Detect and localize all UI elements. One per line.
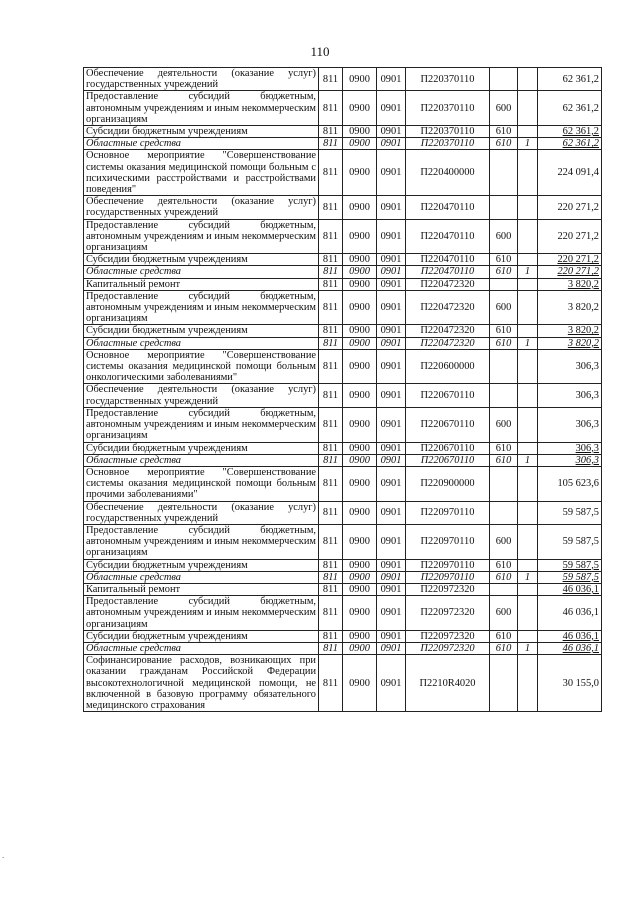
target-article-cell: П220370110 [406,91,490,126]
funding-source-cell [518,150,538,196]
page-number: 110 [310,44,330,59]
row-name-cell: Софинансирование расходов, возникающих при оказании гражданам Российской Федерации высокотехнологичной медицинской помощи, не включенной в базовую программу обязательного медицинского страхования [84,655,319,712]
table-row [84,138,602,150]
subsection-code-cell: 0901 [377,583,406,595]
funding-source-cell [518,384,538,407]
funding-source-cell [518,325,538,337]
target-article-cell: П220900000 [406,466,490,501]
subsection-code-cell: 0901 [377,596,406,631]
target-article-cell: П220370110 [406,68,490,91]
funding-source-cell [518,466,538,501]
ministry-code-cell: 811 [319,325,343,337]
section-code-cell: 0900 [343,642,377,654]
row-name-cell: Областные средства [84,138,319,150]
subsection-code-cell: 0901 [377,290,406,325]
funding-source-cell [518,630,538,642]
target-article-cell: П220472320 [406,337,490,349]
row-name-cell: Субсидии бюджетным учреждениям [84,254,319,266]
expense-type-cell: 600 [490,596,518,631]
expense-type-cell [490,384,518,407]
subsection-code-cell: 0901 [377,349,406,384]
amount-cell: 220 271,2 [538,196,602,219]
target-article-cell: П220670110 [406,454,490,466]
ministry-code-cell: 811 [319,278,343,290]
row-name-cell: Капитальный ремонт [84,583,319,595]
amount-cell: 59 587,5 [538,524,602,559]
row-name-cell: Субсидии бюджетным учреждениям [84,559,319,571]
target-article-cell: П220972320 [406,596,490,631]
table-row [84,290,602,325]
funding-source-cell: 1 [518,454,538,466]
expense-type-cell: 610 [490,126,518,138]
ministry-code-cell: 811 [319,655,343,712]
row-name-cell: Областные средства [84,571,319,583]
amount-cell: 220 271,2 [538,266,602,278]
row-name-cell: Субсидии бюджетным учреждениям [84,325,319,337]
ministry-code-cell: 811 [319,150,343,196]
expense-type-cell [490,278,518,290]
ministry-code-cell: 811 [319,596,343,631]
row-name-cell: Основное мероприятие "Совершенствование системы оказания медицинской помощи больным с психическими расстройствами и расстройствами поведения" [84,150,319,196]
target-article-cell: П220972320 [406,630,490,642]
amount-cell: 224 091,4 [538,150,602,196]
subsection-code-cell: 0901 [377,325,406,337]
amount-cell: 46 036,1 [538,583,602,595]
ministry-code-cell: 811 [319,349,343,384]
table-row [84,68,602,91]
expense-type-cell: 610 [490,442,518,454]
ministry-code-cell: 811 [319,524,343,559]
section-code-cell: 0900 [343,442,377,454]
expense-type-cell: 600 [490,219,518,254]
row-name-cell: Областные средства [84,266,319,278]
ministry-code-cell: 811 [319,583,343,595]
row-name-cell: Обеспечение деятельности (оказание услуг) государственных учреждений [84,196,319,219]
subsection-code-cell: 0901 [377,196,406,219]
expense-type-cell: 600 [490,407,518,442]
amount-cell: 306,3 [538,454,602,466]
amount-cell: 46 036,1 [538,596,602,631]
amount-cell: 220 271,2 [538,219,602,254]
expense-type-cell: 610 [490,630,518,642]
funding-source-cell [518,583,538,595]
row-name-cell: Обеспечение деятельности (оказание услуг) государственных учреждений [84,384,319,407]
table-row [84,559,602,571]
expense-type-cell: 610 [490,559,518,571]
section-code-cell: 0900 [343,337,377,349]
funding-source-cell [518,219,538,254]
subsection-code-cell: 0901 [377,524,406,559]
row-name-cell: Основное мероприятие "Совершенствование системы оказания медицинской помощи больным онкологическими заболеваниями" [84,349,319,384]
table-row [84,126,602,138]
target-article-cell: П220972320 [406,583,490,595]
subsection-code-cell: 0901 [377,571,406,583]
expense-type-cell: 600 [490,524,518,559]
subsection-code-cell: 0901 [377,642,406,654]
expense-type-cell: 610 [490,337,518,349]
amount-cell: 62 361,2 [538,126,602,138]
expense-type-cell: 610 [490,138,518,150]
subsection-code-cell: 0901 [377,91,406,126]
funding-source-cell [518,596,538,631]
section-code-cell: 0900 [343,138,377,150]
amount-cell: 3 820,2 [538,278,602,290]
ministry-code-cell: 811 [319,384,343,407]
section-code-cell: 0900 [343,68,377,91]
funding-source-cell: 1 [518,266,538,278]
row-name-cell: Областные средства [84,642,319,654]
section-code-cell: 0900 [343,278,377,290]
budget-table [83,67,602,712]
subsection-code-cell: 0901 [377,337,406,349]
target-article-cell: П220472320 [406,290,490,325]
subsection-code-cell: 0901 [377,150,406,196]
subsection-code-cell: 0901 [377,219,406,254]
amount-cell: 306,3 [538,384,602,407]
section-code-cell: 0900 [343,219,377,254]
expense-type-cell [490,150,518,196]
table-row [84,91,602,126]
expense-type-cell: 610 [490,642,518,654]
section-code-cell: 0900 [343,290,377,325]
table-row [84,150,602,196]
ministry-code-cell: 811 [319,630,343,642]
section-code-cell: 0900 [343,266,377,278]
table-row [84,325,602,337]
funding-source-cell [518,501,538,524]
section-code-cell: 0900 [343,583,377,595]
table-row [84,466,602,501]
section-code-cell: 0900 [343,384,377,407]
subsection-code-cell: 0901 [377,384,406,407]
funding-source-cell [518,254,538,266]
target-article-cell: П220470110 [406,196,490,219]
ministry-code-cell: 811 [319,466,343,501]
table-row [84,442,602,454]
section-code-cell: 0900 [343,596,377,631]
subsection-code-cell: 0901 [377,454,406,466]
amount-cell: 306,3 [538,349,602,384]
section-code-cell: 0900 [343,501,377,524]
section-code-cell: 0900 [343,196,377,219]
funding-source-cell [518,126,538,138]
expense-type-cell [490,583,518,595]
target-article-cell: П220472320 [406,278,490,290]
row-name-cell: Основное мероприятие "Совершенствование системы оказания медицинской помощи больным прочими заболеваниями" [84,466,319,501]
expense-type-cell [490,349,518,384]
target-article-cell: П220970110 [406,571,490,583]
table-body [84,68,602,712]
row-name-cell: Обеспечение деятельности (оказание услуг) государственных учреждений [84,501,319,524]
row-name-cell: Предоставление субсидий бюджетным, автономным учреждениям и иным некоммерческим организациям [84,91,319,126]
target-article-cell: П220470110 [406,266,490,278]
subsection-code-cell: 0901 [377,466,406,501]
row-name-cell: Предоставление субсидий бюджетным, автономным учреждениям и иным некоммерческим организациям [84,290,319,325]
funding-source-cell: 1 [518,138,538,150]
subsection-code-cell: 0901 [377,442,406,454]
table-row [84,196,602,219]
table-row [84,571,602,583]
ministry-code-cell: 811 [319,454,343,466]
section-code-cell: 0900 [343,150,377,196]
amount-cell: 306,3 [538,442,602,454]
amount-cell: 3 820,2 [538,290,602,325]
section-code-cell: 0900 [343,466,377,501]
table-row [84,349,602,384]
amount-cell: 46 036,1 [538,630,602,642]
target-article-cell: П220600000 [406,349,490,384]
funding-source-cell [518,524,538,559]
amount-cell: 30 155,0 [538,655,602,712]
row-name-cell: Субсидии бюджетным учреждениям [84,442,319,454]
expense-type-cell: 610 [490,254,518,266]
subsection-code-cell: 0901 [377,68,406,91]
ministry-code-cell: 811 [319,442,343,454]
amount-cell: 59 587,5 [538,559,602,571]
table-row [84,454,602,466]
target-article-cell: П220400000 [406,150,490,196]
expense-type-cell: 610 [490,454,518,466]
subsection-code-cell: 0901 [377,254,406,266]
amount-cell: 105 623,6 [538,466,602,501]
subsection-code-cell: 0901 [377,278,406,290]
edge-mark: . [2,850,5,860]
amount-cell: 62 361,2 [538,91,602,126]
ministry-code-cell: 811 [319,571,343,583]
ministry-code-cell: 811 [319,91,343,126]
expense-type-cell: 610 [490,266,518,278]
table-row [84,583,602,595]
ministry-code-cell: 811 [319,219,343,254]
amount-cell: 62 361,2 [538,138,602,150]
ministry-code-cell: 811 [319,559,343,571]
row-name-cell: Предоставление субсидий бюджетным, автономным учреждениям и иным некоммерческим организациям [84,596,319,631]
subsection-code-cell: 0901 [377,559,406,571]
funding-source-cell [518,68,538,91]
section-code-cell: 0900 [343,454,377,466]
ministry-code-cell: 811 [319,642,343,654]
row-name-cell: Предоставление субсидий бюджетным, автономным учреждениям и иным некоммерческим организациям [84,407,319,442]
amount-cell: 59 587,5 [538,571,602,583]
amount-cell: 46 036,1 [538,642,602,654]
ministry-code-cell: 811 [319,290,343,325]
expense-type-cell: 600 [490,91,518,126]
funding-source-cell: 1 [518,337,538,349]
table-row [84,407,602,442]
table-row [84,266,602,278]
ministry-code-cell: 811 [319,337,343,349]
section-code-cell: 0900 [343,91,377,126]
row-name-cell: Субсидии бюджетным учреждениям [84,126,319,138]
expense-type-cell: 610 [490,325,518,337]
target-article-cell: П220470110 [406,219,490,254]
funding-source-cell [518,278,538,290]
subsection-code-cell: 0901 [377,501,406,524]
table-row [84,655,602,712]
subsection-code-cell: 0901 [377,126,406,138]
funding-source-cell [518,442,538,454]
table-row [84,219,602,254]
section-code-cell: 0900 [343,524,377,559]
target-article-cell: П220670110 [406,384,490,407]
ministry-code-cell: 811 [319,68,343,91]
funding-source-cell [518,655,538,712]
row-name-cell: Капитальный ремонт [84,278,319,290]
target-article-cell: П220370110 [406,138,490,150]
funding-source-cell [518,91,538,126]
target-article-cell: П220370110 [406,126,490,138]
table-row [84,337,602,349]
row-name-cell: Предоставление субсидий бюджетным, автономным учреждениям и иным некоммерческим организациям [84,219,319,254]
table-row [84,596,602,631]
section-code-cell: 0900 [343,325,377,337]
table-row [84,642,602,654]
expense-type-cell [490,655,518,712]
amount-cell: 3 820,2 [538,337,602,349]
ministry-code-cell: 811 [319,407,343,442]
ministry-code-cell: 811 [319,266,343,278]
amount-cell: 3 820,2 [538,325,602,337]
amount-cell: 306,3 [538,407,602,442]
target-article-cell: П220670110 [406,442,490,454]
funding-source-cell [518,559,538,571]
section-code-cell: 0900 [343,630,377,642]
table-row [84,384,602,407]
row-name-cell: Предоставление субсидий бюджетным, автономным учреждениям и иным некоммерческим организациям [84,524,319,559]
table-row [84,254,602,266]
amount-cell: 62 361,2 [538,68,602,91]
ministry-code-cell: 811 [319,501,343,524]
expense-type-cell [490,68,518,91]
target-article-cell: П220970110 [406,559,490,571]
funding-source-cell: 1 [518,571,538,583]
ministry-code-cell: 811 [319,254,343,266]
table-row [84,630,602,642]
ministry-code-cell: 811 [319,126,343,138]
expense-type-cell [490,466,518,501]
target-article-cell: П220470110 [406,254,490,266]
ministry-code-cell: 811 [319,196,343,219]
section-code-cell: 0900 [343,571,377,583]
target-article-cell: П220970110 [406,524,490,559]
funding-source-cell: 1 [518,642,538,654]
row-name-cell: Обеспечение деятельности (оказание услуг) государственных учреждений [84,68,319,91]
table-row [84,501,602,524]
expense-type-cell: 610 [490,571,518,583]
row-name-cell: Субсидии бюджетным учреждениям [84,630,319,642]
table-row [84,524,602,559]
subsection-code-cell: 0901 [377,655,406,712]
expense-type-cell [490,501,518,524]
target-article-cell: П220670110 [406,407,490,442]
funding-source-cell [518,407,538,442]
amount-cell: 220 271,2 [538,254,602,266]
subsection-code-cell: 0901 [377,266,406,278]
amount-cell: 59 587,5 [538,501,602,524]
row-name-cell: Областные средства [84,337,319,349]
section-code-cell: 0900 [343,655,377,712]
funding-source-cell [518,290,538,325]
target-article-cell: П220472320 [406,325,490,337]
section-code-cell: 0900 [343,254,377,266]
row-name-cell: Областные средства [84,454,319,466]
funding-source-cell [518,349,538,384]
ministry-code-cell: 811 [319,138,343,150]
expense-type-cell [490,196,518,219]
subsection-code-cell: 0901 [377,407,406,442]
target-article-cell: П2210R4020 [406,655,490,712]
funding-source-cell [518,196,538,219]
target-article-cell: П220972320 [406,642,490,654]
target-article-cell: П220970110 [406,501,490,524]
subsection-code-cell: 0901 [377,630,406,642]
section-code-cell: 0900 [343,349,377,384]
table-row [84,278,602,290]
subsection-code-cell: 0901 [377,138,406,150]
section-code-cell: 0900 [343,559,377,571]
section-code-cell: 0900 [343,407,377,442]
section-code-cell: 0900 [343,126,377,138]
expense-type-cell: 600 [490,290,518,325]
